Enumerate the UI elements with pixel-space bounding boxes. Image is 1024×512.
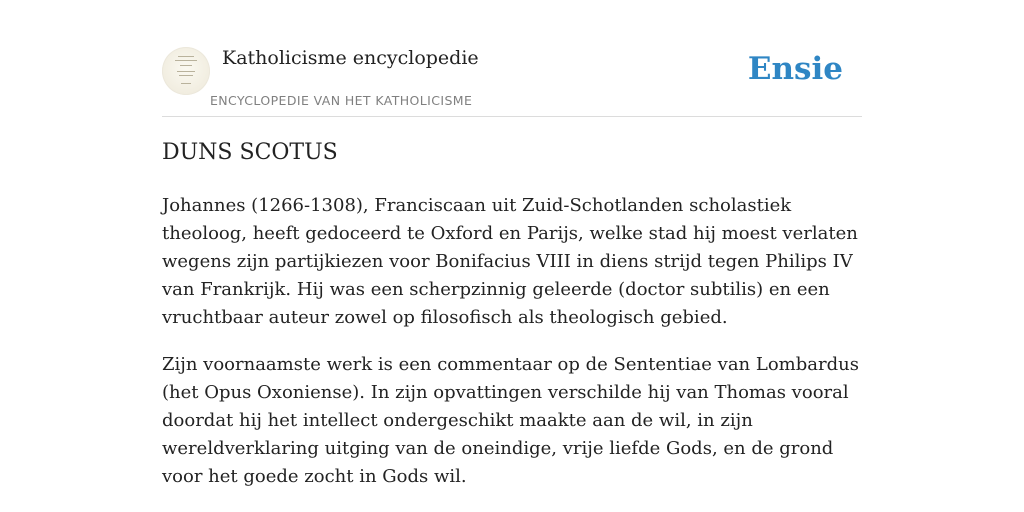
site-header [162,40,862,117]
book-cover-icon[interactable] [162,47,210,95]
site-subtitle: ENCYCLOPEDIE VAN HET KATHOLICISME [210,93,473,108]
article-paragraph: Zijn voornaamste werk is een commentaar op de Sententiae van Lombardus (het Opus Oxoniense). In zijn opvattingen verschilde hij van Thomas vooral doordat hij het intellect ondergeschikt maakte aan de wil, in zijn wereldverklaring uitging van de oneindige, vrije liefde Gods, en de grond voor het goede zocht in Gods wil. [162,354,859,487]
article-body [162,192,872,510]
article-paragraph: Johannes (1266-1308), Franciscaan uit Zuid-Schotlanden scholastiek theoloog, heeft gedoceerd te Oxford en Parijs, welke stad hij moest verlaten wegens zijn partijkiezen voor Bonifacius VIII in diens strijd tegen Philips IV van Frankrijk. Hij was een scherpzinnig geleerde (doctor subtilis) en een vruchtbaar auteur zowel op filosofisch als theologisch gebied. [162,195,858,328]
article-title: DUNS SCOTUS [162,140,338,165]
site-title-link[interactable]: Katholicisme encyclopedie [222,47,479,69]
ensie-logo-link[interactable]: Ensie [747,51,843,87]
